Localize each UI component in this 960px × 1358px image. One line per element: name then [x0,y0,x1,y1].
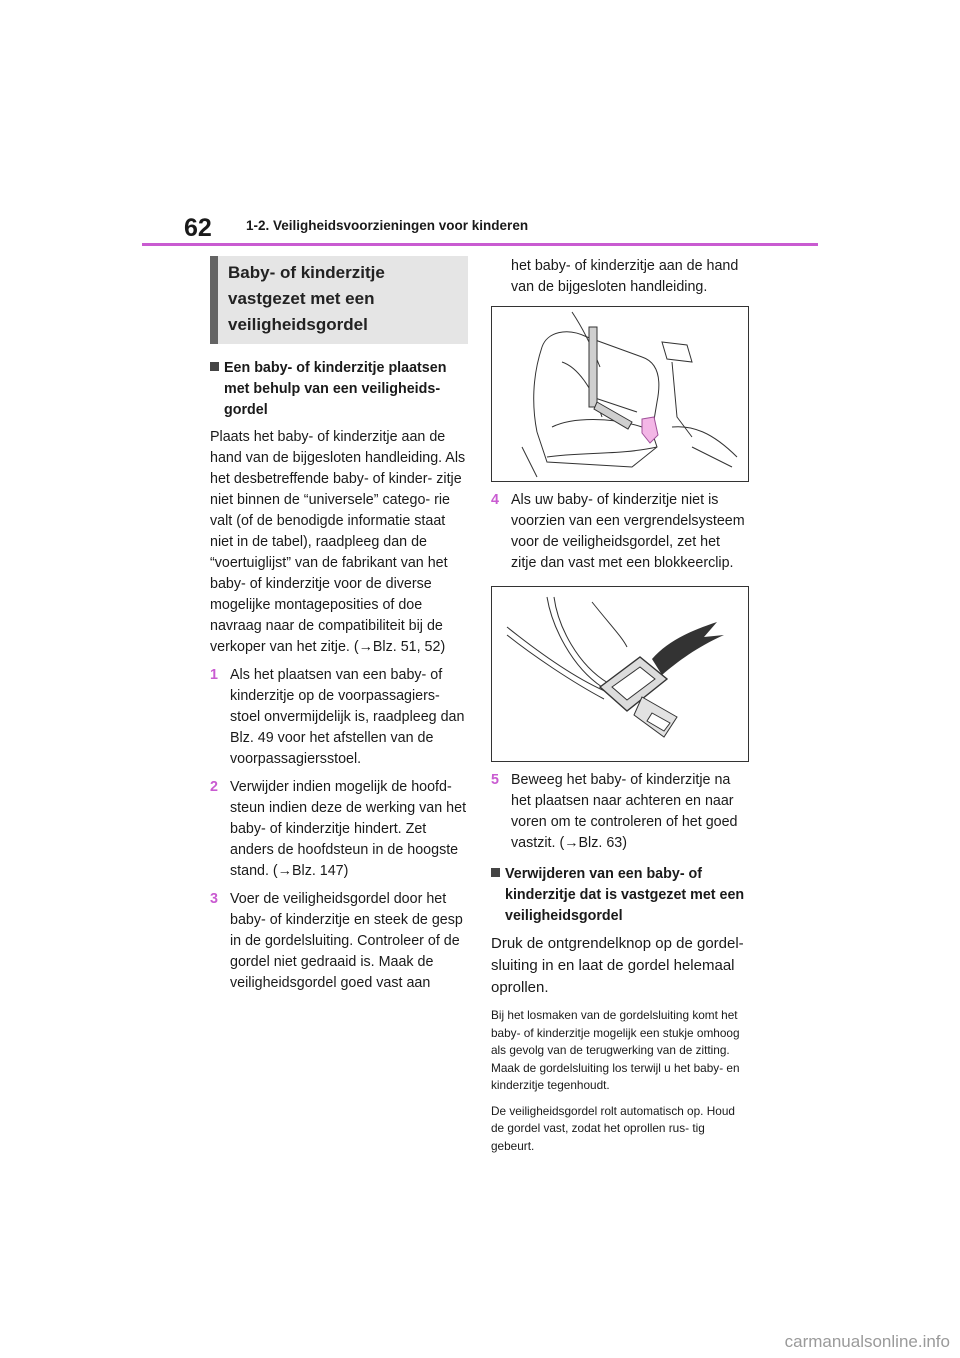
header-rule [142,243,818,246]
chapter-title: 1-2. Veiligheidsvoorzieningen voor kinderen [246,218,529,233]
continuation-paragraph: het baby- of kinderzitje aan de hand van de bijgesloten handleiding. [511,258,739,295]
step-5 [491,770,749,854]
step-text: Beweeg het baby- of kinderzitje na het plaatsen naar achteren en naar voren om te controleren of het goed vastzit. (→Blz. 63) [511,772,738,851]
step-number: 3 [210,891,218,907]
step-number: 1 [210,667,218,683]
subheading-removal: Verwijderen van een baby- of kinderzitje dat is vastgezet met een veiligheidsgordel [491,864,749,927]
step-text: Voer de veiligheidsgordel door het baby- of kinderzitje en steek de gesp in de gordelsluiting. Controleer of de gordel niet gedraaid is. Maak de veiligheidsgordel goed vast aan [230,891,463,991]
step-3 [210,889,468,994]
child-seat-drawing [492,307,748,481]
step-text: Verwijder indien mogelijk de hoofd- steun indien deze de werking van het baby- of kinderzitje hindert. Zet anders de hoofdsteun in de hoogste stand. (→Blz. 147) [230,779,467,879]
step-2 [210,777,468,882]
watermark: carmanualsonline.info [784,1332,950,1351]
page-number: 62 [184,214,212,242]
step-text: Als het plaatsen van een baby- of kinderzitje op de voorpassagiers- stoel onvermijdelijk is, raadpleeg dan Blz. 49 voor het afstellen van de voorpassagiersstoel. [230,667,465,767]
note-release: Bij het losmaken van de gordelsluiting komt het baby- of kinderzitje mogelijk een stukje omhoog als gevolg van de terugwerking van de zitting. Maak de gordelsluiting los terwijl u het baby- en kinderzitje tegenhoudt. [491,1008,740,1092]
step-number: 4 [491,492,499,508]
step-number: 5 [491,772,499,788]
child-seat-illustration [491,306,749,482]
right-column [491,256,749,1163]
subheading-install: Een baby- of kinderzitje plaatsen met behulp van een veiligheids- gordel [210,358,468,421]
step-number: 2 [210,779,218,795]
left-column [210,256,468,1001]
note-retract: De veiligheidsgordel rolt automatisch op. Houd de gordel vast, zodat het oprollen rus- tig gebeurt. [491,1103,735,1153]
step-text: Als uw baby- of kinderzitje niet is voorzien van een vergrendelsysteem voor de veiligheidsgordel, zet het zitje dan vast met een blokkeerclip. [511,492,745,571]
removal-paragraph: Druk de ontgrendelknop op de gordel- sluiting in en laat de gordel helemaal oprollen. [491,935,744,996]
step-4 [491,490,749,574]
locking-clip-drawing [492,587,748,761]
section-title: Baby- of kinderzitje vastgezet met een veiligheidsgordel [210,256,468,344]
intro-paragraph: Plaats het baby- of kinderzitje aan de hand van de bijgesloten handleiding. Als het desbetreffende baby- of kinder- zitje niet binnen de “universele” catego- rie valt (of de benodigde informatie staat niet in de tabel), raadpleeg dan de “voertuiglijst” van de fabrikant van het baby- of kinderzitje voor de diverse mogelijke montageposities of doe navraag naar de compatibiliteit bij de verkoper van het zitje. (→Blz. 51, 52) [210,429,466,655]
step-1 [210,665,468,770]
locking-clip-illustration [491,586,749,762]
